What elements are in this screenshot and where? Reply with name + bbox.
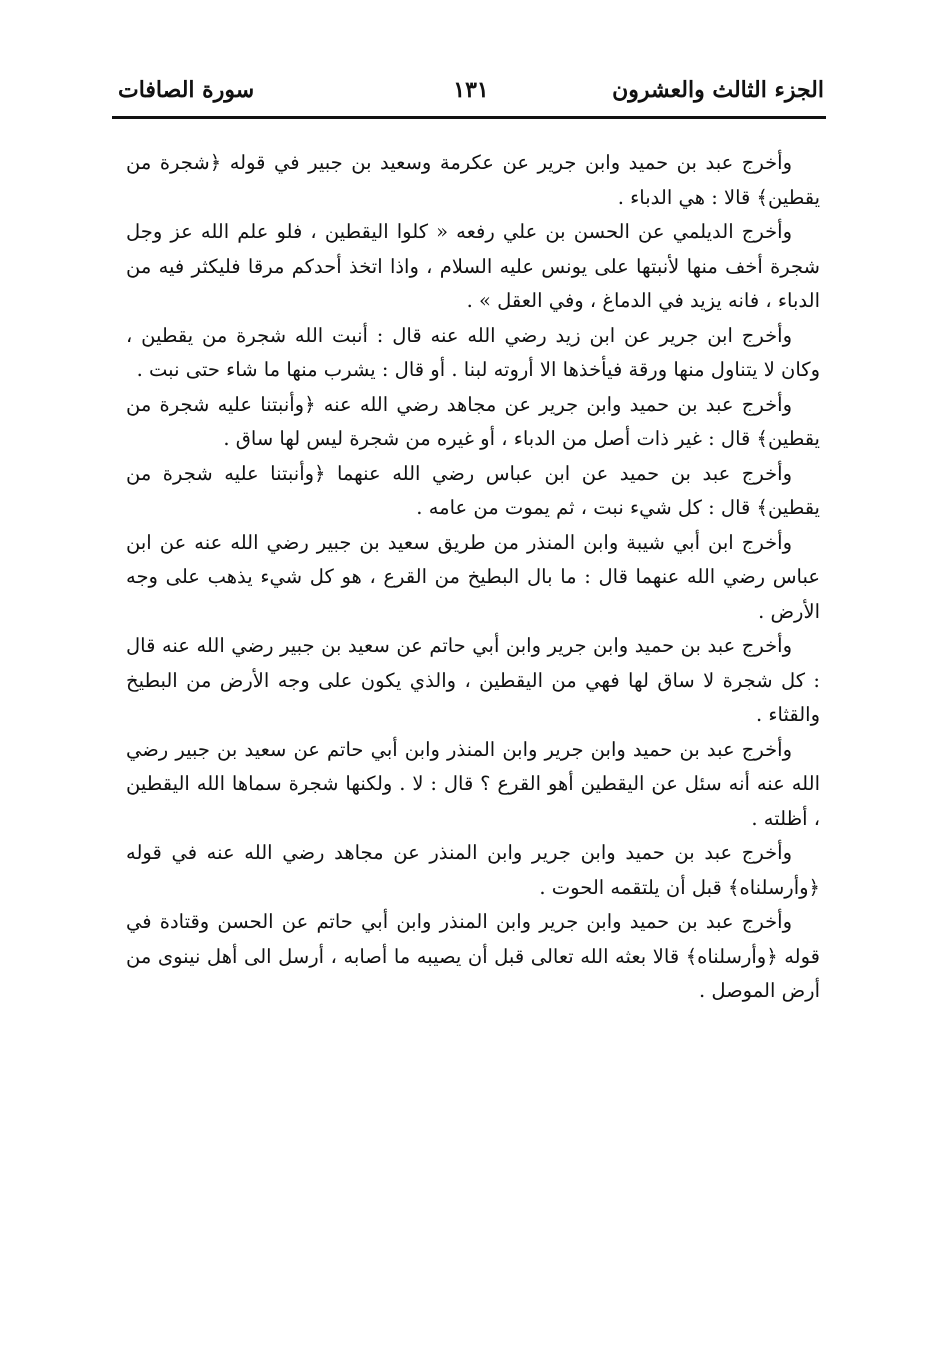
paragraph: وأخرج عبد بن حميد عن ابن عباس رضي الله عنهما ﴿وأنبتنا عليه شجرة من يقطين﴾ قال : كل شيء نبت ، ثم يموت من عامه . xyxy=(126,461,820,519)
running-header xyxy=(118,72,824,108)
paragraph: وأخرج عبد بن حميد وابن جرير وابن أبي حاتم عن سعيد بن جبير رضي الله عنه قال : كل شجرة لا ساق لها فهي من اليقطين ، والذي يكون على وجه الأرض من البطيخ والقثاء . xyxy=(126,634,820,726)
page-number: ١٣١ xyxy=(453,77,489,103)
paragraph: وأخرج عبد بن حميد وابن جرير وابن المنذر عن مجاهد رضي الله عنه في قوله ﴿وأرسلناه﴾ قبل أن يلتقمه الحوت . xyxy=(126,841,820,899)
body-text xyxy=(126,146,820,1009)
paragraph: وأخرج عبد بن حميد وابن جرير وابن المنذر وابن أبي حاتم عن الحسن وقتادة في قوله ﴿وأرسلناه﴾ قالا بعثه الله تعالى قبل أن يصيبه ما أصابه ، أرسل الى أهل نينوى من أرض الموصل . xyxy=(126,910,820,1002)
paragraph: وأخرج عبد بن حميد وابن جرير عن عكرمة وسعيد بن جبير في قوله ﴿شجرة من يقطين﴾ قالا : هي الدباء . xyxy=(126,151,820,209)
paragraph: وأخرج الديلمي عن الحسن بن علي رفعه « كلوا اليقطين ، فلو علم الله عز وجل شجرة أخف منها لأنبتها على يونس عليه السلام ، واذا اتخذ أحدكم مرقا فليكثر فيه من الدباء ، فانه يزيد في الدماغ ، وفي العقل » . xyxy=(126,220,820,312)
part-title: الجزء الثالث والعشرون xyxy=(612,77,824,103)
paragraph: وأخرج عبد بن حميد وابن جرير عن مجاهد رضي الله عنه ﴿وأنبتنا عليه شجرة من يقطين﴾ قال : غير ذات أصل من الدباء ، أو غيره من شجرة ليس لها ساق . xyxy=(126,392,820,450)
paragraph: وأخرج ابن أبي شيبة وابن المنذر من طريق سعيد بن جبير رضي الله عنه عن ابن عباس رضي الله عنهما قال : ما بال البطيخ من القرع ، هو كل شيء يذهب على وجه الأرض . xyxy=(126,530,820,623)
header-rule xyxy=(112,116,826,119)
paragraph: وأخرج عبد بن حميد وابن جرير وابن المنذر وابن أبي حاتم عن سعيد بن جبير رضي الله عنه أنه سئل عن اليقطين أهو القرع ؟ قال : لا . ولكنها شجرة سماها الله اليقطين ، أظلته . xyxy=(126,737,820,830)
surah-title: سورة الصافات xyxy=(118,77,255,103)
paragraph: وأخرج ابن جرير عن ابن زيد رضي الله عنه قال : أنبت الله شجرة من يقطين ، وكان لا يتناول منها ورقة فيأخذها الا أروته لبنا . أو قال : يشرب منها ما شاء حتى نبت . xyxy=(126,323,820,381)
